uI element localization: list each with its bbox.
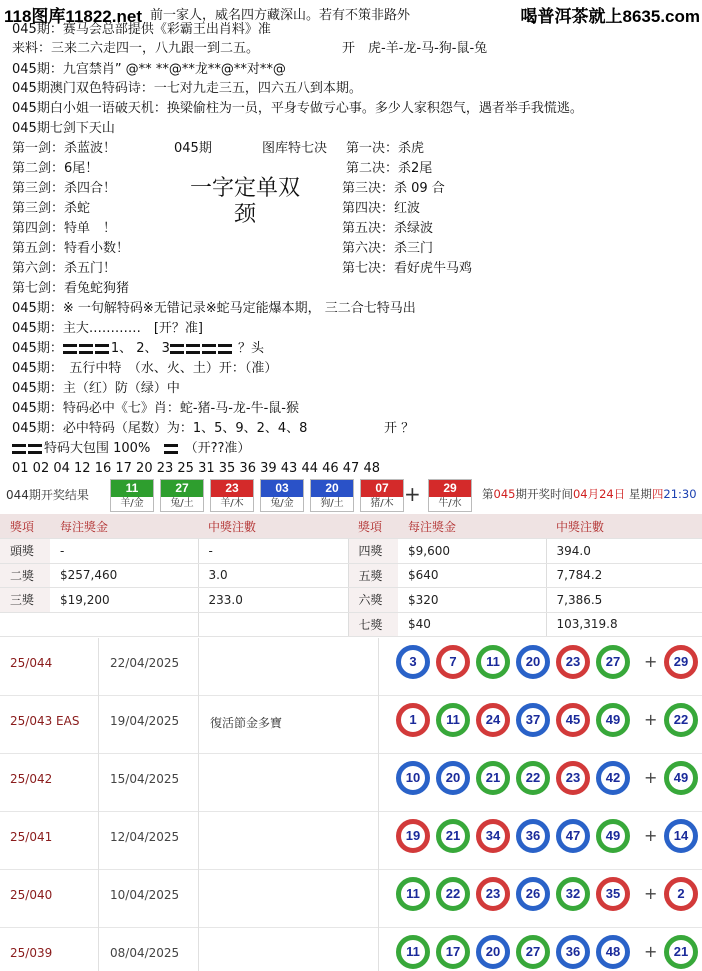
time-week: 四 — [651, 487, 664, 501]
history-row[interactable] — [0, 638, 702, 696]
head-suffix: ？头 — [238, 341, 265, 356]
lottery-ball: 20 — [516, 645, 550, 679]
lottery-ball: 36 — [556, 935, 590, 969]
prize-cell: 103,319.8 — [546, 612, 702, 637]
lottery-ball: 22 — [516, 761, 550, 795]
special-ball: 14 — [664, 819, 698, 853]
lottery-ball: 47 — [556, 819, 590, 853]
history-date: 19/04/2025 — [110, 714, 180, 728]
draw-tile — [310, 479, 354, 512]
column-divider — [98, 928, 99, 971]
lottery-ball: 26 — [516, 877, 550, 911]
issue-label: 045期 — [174, 141, 212, 156]
special-ball: 21 — [664, 935, 698, 969]
prize-cell: 三獎 — [0, 588, 50, 613]
history-draw-id[interactable]: 25/043 EAS — [10, 714, 80, 728]
sword-5: 第五剑：特看小数！ — [12, 241, 130, 256]
sword-6: 第六剑：杀五门！ — [12, 261, 117, 276]
prize-cell: $9,600 — [398, 539, 546, 564]
column-divider — [198, 638, 199, 696]
history-row[interactable] — [0, 754, 702, 812]
draw-tile — [110, 479, 154, 512]
history-draw-id[interactable]: 25/044 — [10, 656, 53, 670]
tail-open: 开 ？ — [384, 421, 415, 436]
time-prefix: 第 — [482, 487, 494, 501]
draw-tile-number: 20 — [311, 480, 353, 497]
special-plus: + — [644, 884, 658, 903]
bar-icon — [28, 444, 42, 454]
bar-icon — [170, 344, 184, 354]
lottery-ball: 35 — [596, 877, 630, 911]
lottery-ball: 20 — [476, 935, 510, 969]
history-date: 10/04/2025 — [110, 888, 180, 902]
history-date: 22/04/2025 — [110, 656, 180, 670]
jue-5: 第五决：杀绿波 — [342, 221, 434, 236]
sword-3b: 第三剑：杀蛇 — [12, 201, 91, 216]
draw-tile-zodiac: 狗/土 — [320, 498, 344, 509]
draw-tile-number: 27 — [161, 480, 203, 497]
forecast-text-panel — [0, 0, 702, 478]
line-source: 045期：赛马会总部提供《彩霸王出肖料》准 — [12, 22, 271, 37]
prize-header-row — [0, 514, 702, 539]
lottery-ball: 24 — [476, 703, 510, 737]
line-riddle: 045期白小姐一语破天机：换梁偷柱为一员，平身专做亏心事。多少人家积怨气，遇者举手我慌逃。 — [12, 101, 583, 116]
draw-tile-zodiac: 兔/金 — [270, 498, 294, 509]
prize-header: 獎項 — [0, 514, 50, 539]
prize-header: 中獎注數 — [546, 514, 702, 539]
lottery-ball: 19 — [396, 819, 430, 853]
special-plus: + — [644, 710, 658, 729]
line-seven-swords: 045期七剑下天山 — [12, 121, 115, 136]
prize-row — [0, 539, 702, 564]
draw-tile — [210, 479, 254, 512]
lottery-ball: 23 — [556, 645, 590, 679]
prize-cell: 二獎 — [0, 563, 50, 588]
jue-1: 第一决：杀虎 — [346, 141, 425, 156]
bar-icon — [12, 444, 26, 454]
history-draw-id[interactable]: 25/041 — [10, 830, 53, 844]
column-divider — [198, 870, 199, 928]
time-mid: 期开奖时间 — [515, 487, 573, 501]
lottery-ball: 3 — [396, 645, 430, 679]
column-divider — [198, 754, 199, 812]
sword-7: 第七剑：看兔蛇狗猪 — [12, 281, 130, 296]
prize-header: 獎項 — [348, 514, 398, 539]
prize-cell — [198, 612, 348, 637]
draw-tile — [260, 479, 304, 512]
sword-4: 第四剑：特单 ！ — [12, 221, 117, 236]
draw-tile-number: 11 — [111, 480, 153, 497]
column-divider — [98, 870, 99, 928]
prize-cell: 3.0 — [198, 563, 348, 588]
history-row[interactable] — [0, 870, 702, 928]
lottery-ball: 10 — [396, 761, 430, 795]
column-divider — [378, 812, 379, 870]
prize-cell: 五獎 — [348, 563, 398, 588]
line-special-code: 045期：※ 一句解特码※无错记录※蛇马定能爆本期， 三二合七特马出 — [12, 301, 416, 316]
prize-row — [0, 563, 702, 588]
special-ball: 49 — [664, 761, 698, 795]
column-divider — [198, 812, 199, 870]
lottery-ball: 23 — [556, 761, 590, 795]
special-plus: + — [644, 826, 658, 845]
bar-icon — [186, 344, 200, 354]
lottery-ball: 20 — [436, 761, 470, 795]
history-row[interactable] — [0, 812, 702, 870]
bars-prefix: 045期： — [12, 341, 63, 356]
lottery-ball: 42 — [596, 761, 630, 795]
column-divider — [198, 696, 199, 754]
history-row[interactable] — [0, 928, 702, 971]
history-note: 復活節金多寶 — [210, 716, 283, 730]
prize-cell: 七獎 — [348, 612, 398, 637]
draw-tile-zodiac: 羊/金 — [120, 498, 144, 509]
line-material: 来料：三来二六走四一，八九跟一到二五。 — [12, 41, 260, 56]
next-draw-time — [482, 486, 697, 502]
bar-icon — [95, 344, 109, 354]
line-color: 045期：主（红）防（绿）中 — [12, 381, 180, 396]
big-headline: 一字定单双颈 — [189, 176, 300, 227]
line-material-open: 开 虎-羊-龙-马-狗-鼠-兔 — [342, 41, 488, 56]
prize-cell: 頭獎 — [0, 539, 50, 564]
draw-tile-number: 03 — [261, 480, 303, 497]
draw-label: 044期开奖结果 — [6, 488, 89, 502]
prize-row — [0, 612, 702, 637]
draw-plus: + — [404, 482, 421, 506]
prize-cell: $40 — [398, 612, 546, 637]
bar-icon — [202, 344, 216, 354]
lottery-ball: 11 — [396, 877, 430, 911]
bar-icon — [164, 444, 178, 454]
site-logo-right[interactable]: 喝普洱茶就上8635.com — [517, 2, 701, 27]
column-divider — [378, 754, 379, 812]
special-ball: 29 — [664, 645, 698, 679]
line-seven-zodiac: 045期：特码必中《七》肖：蛇-猪-马-龙-牛-鼠-猴 — [12, 401, 299, 416]
lottery-ball: 1 — [396, 703, 430, 737]
lottery-ball: 49 — [596, 703, 630, 737]
jue-2: 第二决：杀2尾 — [346, 161, 433, 176]
prize-table — [0, 514, 702, 637]
column-divider — [98, 696, 99, 754]
tuku-title: 图库特七决 — [262, 141, 328, 156]
sword-2: 第二剑：6尾！ — [12, 161, 99, 176]
column-divider — [98, 638, 99, 696]
lottery-ball: 21 — [476, 761, 510, 795]
prize-cell — [50, 612, 198, 637]
time-date: 04月24日 — [572, 487, 626, 501]
surround-label: 特码大包围 100% — [44, 441, 151, 456]
bar-icon — [79, 344, 93, 354]
lottery-ball: 48 — [596, 935, 630, 969]
line-poem: 045期澳门双色特码诗：一七对九走三五，四六五八到本期。 — [12, 81, 362, 96]
lottery-ball: 23 — [476, 877, 510, 911]
prize-cell: 7,386.5 — [546, 588, 702, 613]
lottery-ball: 27 — [516, 935, 550, 969]
draw-tile-number: 07 — [361, 480, 403, 497]
lottery-ball: 27 — [596, 645, 630, 679]
bar-icon — [218, 344, 232, 354]
prize-row — [0, 588, 702, 613]
column-divider — [378, 638, 379, 696]
prize-header: 每注獎金 — [398, 514, 546, 539]
prize-cell: 四獎 — [348, 539, 398, 564]
line-head-number — [12, 340, 264, 358]
history-draw-id[interactable]: 25/040 — [10, 888, 53, 902]
site-logo-left[interactable]: 118图库11822.net — [4, 7, 142, 26]
jue-7: 第七决：看好虎牛马鸡 — [342, 261, 473, 276]
line-main-big: 045期：主大………… [开？准] — [12, 321, 203, 336]
prize-table-panel — [0, 514, 702, 638]
column-divider — [378, 928, 379, 971]
column-divider — [378, 696, 379, 754]
draw-result-bar — [0, 478, 702, 514]
draw-tile-zodiac: 羊/木 — [220, 498, 244, 509]
special-ball: 22 — [664, 703, 698, 737]
column-divider — [98, 754, 99, 812]
jue-4: 第四决：红波 — [342, 201, 421, 216]
head-numbers: 1、 2、 3 — [110, 341, 170, 356]
draw-history-list — [0, 638, 702, 971]
lottery-ball: 32 — [556, 877, 590, 911]
special-ball: 2 — [664, 877, 698, 911]
lottery-ball: 22 — [436, 877, 470, 911]
draw-tile-number: 23 — [211, 480, 253, 497]
jue-3: 第三决：杀 09 合 — [342, 181, 445, 196]
prize-cell: - — [198, 539, 348, 564]
history-date: 12/04/2025 — [110, 830, 180, 844]
prize-cell: $257,460 — [50, 563, 198, 588]
draw-tile-number: 29 — [429, 480, 471, 497]
draw-tile — [160, 479, 204, 512]
lottery-ball: 45 — [556, 703, 590, 737]
prize-cell: 7,784.2 — [546, 563, 702, 588]
draw-tile — [360, 479, 404, 512]
history-draw-id[interactable]: 25/039 — [10, 946, 53, 960]
column-divider — [378, 870, 379, 928]
prize-cell: 394.0 — [546, 539, 702, 564]
lottery-ball: 49 — [596, 819, 630, 853]
lottery-ball: 37 — [516, 703, 550, 737]
draw-tile-zodiac: 牛/水 — [438, 498, 462, 509]
history-date: 15/04/2025 — [110, 772, 180, 786]
time-clock: 21:30 — [663, 487, 697, 501]
prize-cell: 六獎 — [348, 588, 398, 613]
line-tail-numbers: 045期：必中特码（尾数）为：1、5、9、2、4、8 — [12, 421, 308, 436]
line-big-surround — [12, 440, 250, 458]
prize-cell: 233.0 — [198, 588, 348, 613]
special-plus: + — [644, 768, 658, 787]
prize-header: 每注獎金 — [50, 514, 198, 539]
lottery-ball: 11 — [436, 703, 470, 737]
draw-tile-zodiac: 猪/木 — [370, 498, 394, 509]
draw-tile — [428, 479, 472, 512]
special-plus: + — [644, 652, 658, 671]
sword-3: 第三剑：杀四合！ — [12, 181, 117, 196]
header-poem-text: 前一家人，威名四方藏深山。若有不策非路外 — [150, 8, 411, 23]
jue-6: 第六决：杀三门 — [342, 241, 434, 256]
lottery-ball: 21 — [436, 819, 470, 853]
prize-header: 中獎注數 — [198, 514, 348, 539]
bar-icon — [63, 344, 77, 354]
sword-1: 第一剑：杀蓝波！ — [12, 141, 117, 156]
draw-tile-zodiac: 兔/土 — [170, 498, 194, 509]
lottery-ball: 11 — [396, 935, 430, 969]
column-divider — [98, 812, 99, 870]
history-draw-id[interactable]: 25/042 — [10, 772, 53, 786]
column-divider — [198, 928, 199, 971]
prize-cell: $640 — [398, 563, 546, 588]
history-row[interactable] — [0, 696, 702, 754]
lottery-ball: 34 — [476, 819, 510, 853]
lottery-ball: 7 — [436, 645, 470, 679]
special-plus: + — [644, 942, 658, 961]
time-issue: 045 — [493, 487, 516, 501]
lottery-ball: 11 — [476, 645, 510, 679]
prize-cell: $320 — [398, 588, 546, 613]
lottery-ball: 17 — [436, 935, 470, 969]
line-five-elements: 045期： 五行中特 （水、火、土）开：（准） — [12, 361, 278, 376]
prize-cell: - — [50, 539, 198, 564]
prize-cell: $19,200 — [50, 588, 198, 613]
time-week-label: 星期 — [628, 487, 652, 501]
line-number-list: 01 02 04 12 16 17 20 23 25 31 35 36 39 43 44 46 47 48 — [12, 461, 381, 476]
line-forbidden-zodiac: 045期：九宫禁肖” @** **@**龙**@**对**@ — [12, 62, 286, 77]
surround-suffix: （开??准） — [184, 441, 251, 456]
lottery-ball: 36 — [516, 819, 550, 853]
prize-cell — [0, 612, 50, 637]
history-date: 08/04/2025 — [110, 946, 180, 960]
